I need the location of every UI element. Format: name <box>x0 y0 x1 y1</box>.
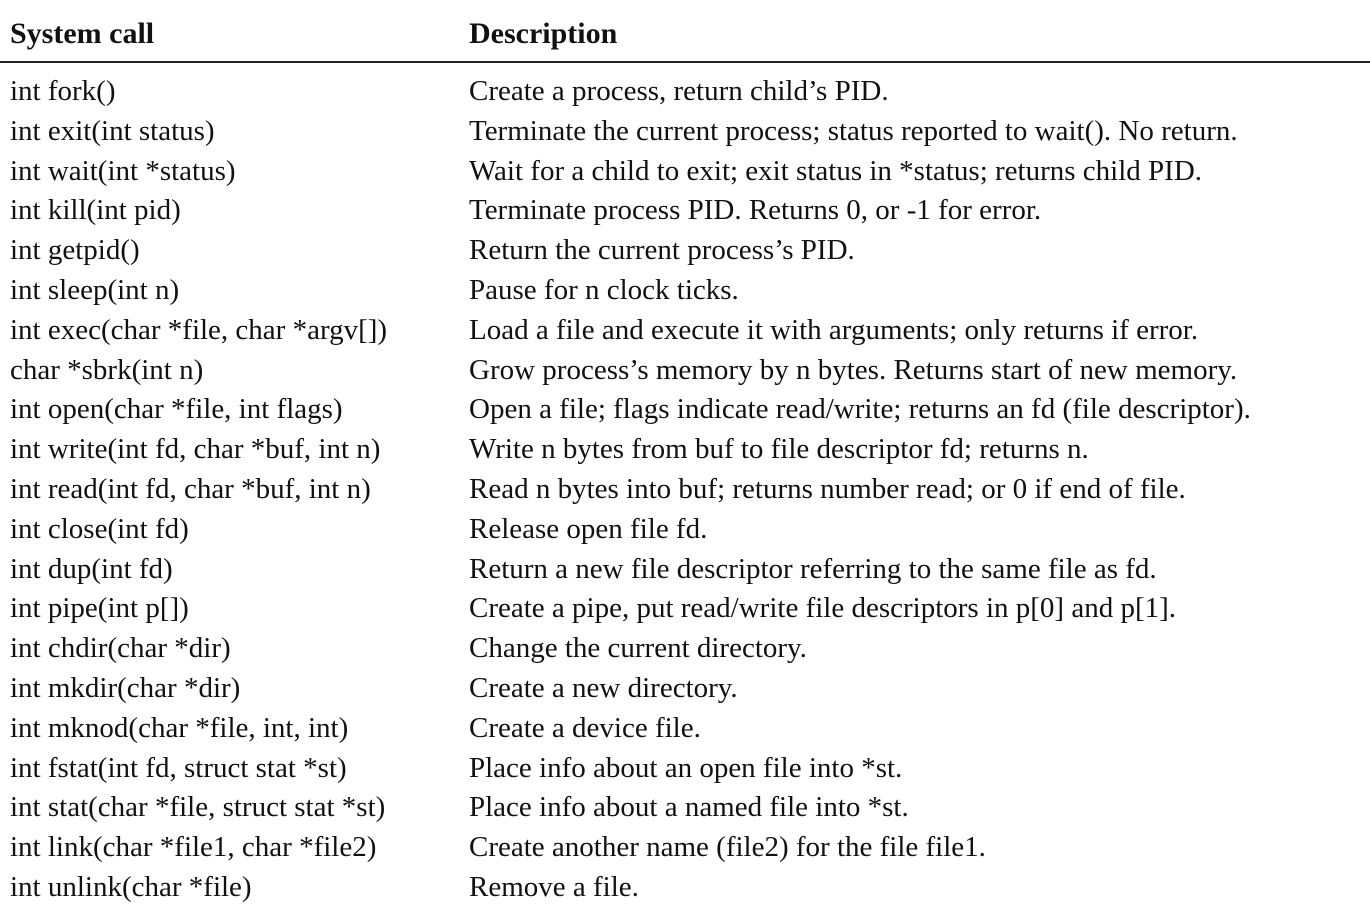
description-cell: Place info about an open file into *st. <box>469 751 903 784</box>
table-row <box>0 430 1370 470</box>
table-row <box>0 868 1370 908</box>
table-row <box>0 788 1370 828</box>
system-call-cell: int kill(int pid) <box>10 194 181 227</box>
description-cell: Load a file and execute it with arguments; only returns if error. <box>469 313 1199 346</box>
description-cell: Return the current process’s PID. <box>469 234 855 267</box>
system-call-cell: int sleep(int n) <box>10 273 180 306</box>
description-cell: Create a device file. <box>469 711 701 744</box>
table-row <box>0 271 1370 311</box>
header-system-call: System call <box>10 17 155 50</box>
description-cell: Remove a file. <box>469 870 639 903</box>
system-call-cell: int pipe(int p[]) <box>10 592 189 625</box>
description-cell: Terminate the current process; status reported to wait(). No return. <box>469 114 1238 147</box>
system-call-cell: int exec(char *file, char *argv[]) <box>10 313 388 346</box>
description-cell: Return a new file descriptor referring to the same file as fd. <box>469 552 1157 585</box>
description-cell: Read n bytes into buf; returns number read; or 0 if end of file. <box>469 472 1186 505</box>
system-call-cell: int getpid() <box>10 234 140 267</box>
system-call-cell: int fork() <box>10 75 116 107</box>
table-row <box>0 749 1370 789</box>
table-row <box>0 112 1370 152</box>
description-cell: Terminate process PID. Returns 0, or -1 for error. <box>469 194 1042 227</box>
system-call-cell: int chdir(char *dir) <box>10 632 231 665</box>
header-description: Description <box>469 17 618 50</box>
table-header <box>0 0 1370 63</box>
system-call-cell: int mknod(char *file, int, int) <box>10 711 349 744</box>
table-row <box>0 629 1370 669</box>
description-cell: Grow process’s memory by n bytes. Returns start of new memory. <box>469 353 1238 386</box>
table-row <box>0 470 1370 510</box>
table-row <box>0 550 1370 590</box>
table-row <box>0 72 1370 112</box>
system-call-cell: int close(int fd) <box>10 512 189 545</box>
table-row <box>0 589 1370 629</box>
description-cell: Create another name (file2) for the file file1. <box>469 831 986 864</box>
system-call-cell: int wait(int *status) <box>10 154 236 187</box>
description-cell: Wait for a child to exit; exit status in *status; returns child PID. <box>469 154 1203 187</box>
table-row <box>0 231 1370 271</box>
table-row <box>0 152 1370 192</box>
description-cell: Write n bytes from buf to file descriptor fd; returns n. <box>469 433 1089 466</box>
system-call-cell: int stat(char *file, struct stat *st) <box>10 791 386 824</box>
table-body <box>0 72 1370 908</box>
table-row <box>0 351 1370 391</box>
description-cell: Create a pipe, put read/write file descriptors in p[0] and p[1]. <box>469 592 1177 625</box>
system-call-cell: int write(int fd, char *buf, int n) <box>10 433 381 466</box>
table-row <box>0 828 1370 868</box>
description-cell: Pause for n clock ticks. <box>469 273 739 306</box>
system-call-cell: int dup(int fd) <box>10 552 173 585</box>
table-row <box>0 510 1370 550</box>
table-row <box>0 390 1370 430</box>
system-call-cell: int open(char *file, int flags) <box>10 393 343 426</box>
description-cell: Create a new directory. <box>469 671 738 704</box>
system-call-cell: int exit(int status) <box>10 114 215 147</box>
table-row <box>0 311 1370 351</box>
description-cell: Open a file; flags indicate read/write; returns an fd (file descriptor). <box>469 393 1251 426</box>
system-call-cell: int mkdir(char *dir) <box>10 671 241 704</box>
description-cell: Release open file fd. <box>469 512 708 545</box>
system-call-cell: int fstat(int fd, struct stat *st) <box>10 751 347 784</box>
table-row <box>0 669 1370 709</box>
table-row <box>0 709 1370 749</box>
system-call-cell: char *sbrk(int n) <box>10 353 204 386</box>
system-call-cell: int link(char *file1, char *file2) <box>10 831 377 864</box>
table-row <box>0 191 1370 231</box>
description-cell: Change the current directory. <box>469 632 807 665</box>
description-cell: Place info about a named file into *st. <box>469 791 909 824</box>
system-call-cell: int read(int fd, char *buf, int n) <box>10 472 371 505</box>
system-call-cell: int unlink(char *file) <box>10 870 252 903</box>
description-cell: Create a process, return child’s PID. <box>469 75 889 107</box>
